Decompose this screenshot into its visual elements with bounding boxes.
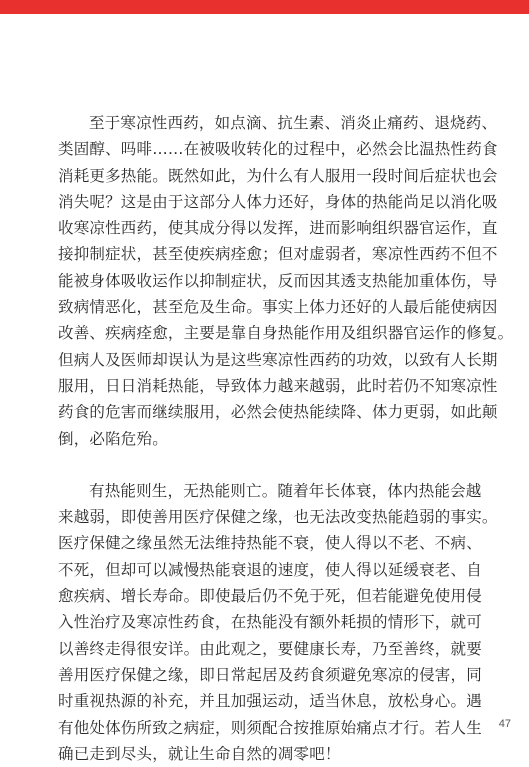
text-line: 接抑制症状，甚至使疾病痊愈；但对虚弱者，寒凉性西药不但不	[58, 245, 498, 264]
text-line: 有热能则生，无热能则亡。随着年长体衰，体内热能会越	[89, 481, 482, 500]
paragraph-2	[58, 478, 498, 767]
text-line: 消失呢？这是由于这部分人体力还好，身体的热能尚足以消化吸	[58, 192, 498, 211]
text-line: 至于寒凉性西药，如点滴、抗生素、消炎止痛药、退烧药、	[89, 114, 498, 132]
text-line: 来越弱，即使善用医疗保健之缘，也无法改变热能趋弱的事实。	[58, 508, 498, 527]
text-line: 消耗更多热能。既然如此，为什么有人服用一段时间后症状也会	[58, 166, 498, 185]
text-line: 时重视热源的补充，并且加强运动，适当休息，放松身心。遇	[58, 692, 482, 711]
text-line: 愈疾病、增长寿命。即使最后仍不免于死，但若能避免使用侵	[58, 587, 482, 606]
text-line: 药食的危害而继续服用，必然会使热能续降、体力更弱，如此颠	[58, 403, 498, 422]
text-line: 以善终走得很安详。由此观之，要健康长寿，乃至善终，就要	[58, 639, 482, 658]
text-line: 不死，但却可以减慢热能衰退的速度，使人得以延缓衰老、自	[58, 560, 482, 579]
text-line: 致病情恶化，甚至危及生命。事实上体力还好的人最后能使病因	[58, 298, 498, 317]
text-line: 服用，日日消耗热能，导致体力越来越弱，此时若仍不知寒凉性	[58, 376, 498, 395]
text-line: 能被身体吸收运作以抑制症状，反而因其透支热能加重体伤，导	[58, 271, 498, 290]
text-line: 类固醇、吗啡……在被吸收转化的过程中，必然会比温热性药食	[58, 140, 498, 159]
text-line: 入性治疗及寒凉性药食，在热能没有额外耗损的情形下，就可	[58, 613, 482, 632]
text-line: 有他处体伤所致之病症，则须配合按推原始痛点才行。若人生	[58, 718, 482, 737]
paragraph-1	[58, 110, 514, 452]
text-line: 善用医疗保健之缘，即日常起居及药食须避免寒凉的侵害，同	[58, 665, 482, 684]
page-number: 47	[498, 718, 511, 730]
text-line: 但病人及医师却误认为是这些寒凉性西药的功效，以致有人长期	[58, 350, 498, 369]
header-accent-bar	[0, 0, 529, 14]
text-line: 改善、疾病痊愈，主要是靠自身热能作用及组织器官运作的修复。	[58, 324, 514, 343]
text-line: 倒，必陷危殆。	[58, 429, 168, 448]
text-line: 医疗保健之缘虽然无法维持热能不衰，使人得以不老、不病、	[58, 534, 482, 553]
text-line: 收寒凉性西药，使其成分得以发挥，进而影响组织器官运作，直	[58, 219, 498, 238]
text-line: 确已走到尽头，就让生命自然的凋零吧！	[58, 744, 341, 763]
